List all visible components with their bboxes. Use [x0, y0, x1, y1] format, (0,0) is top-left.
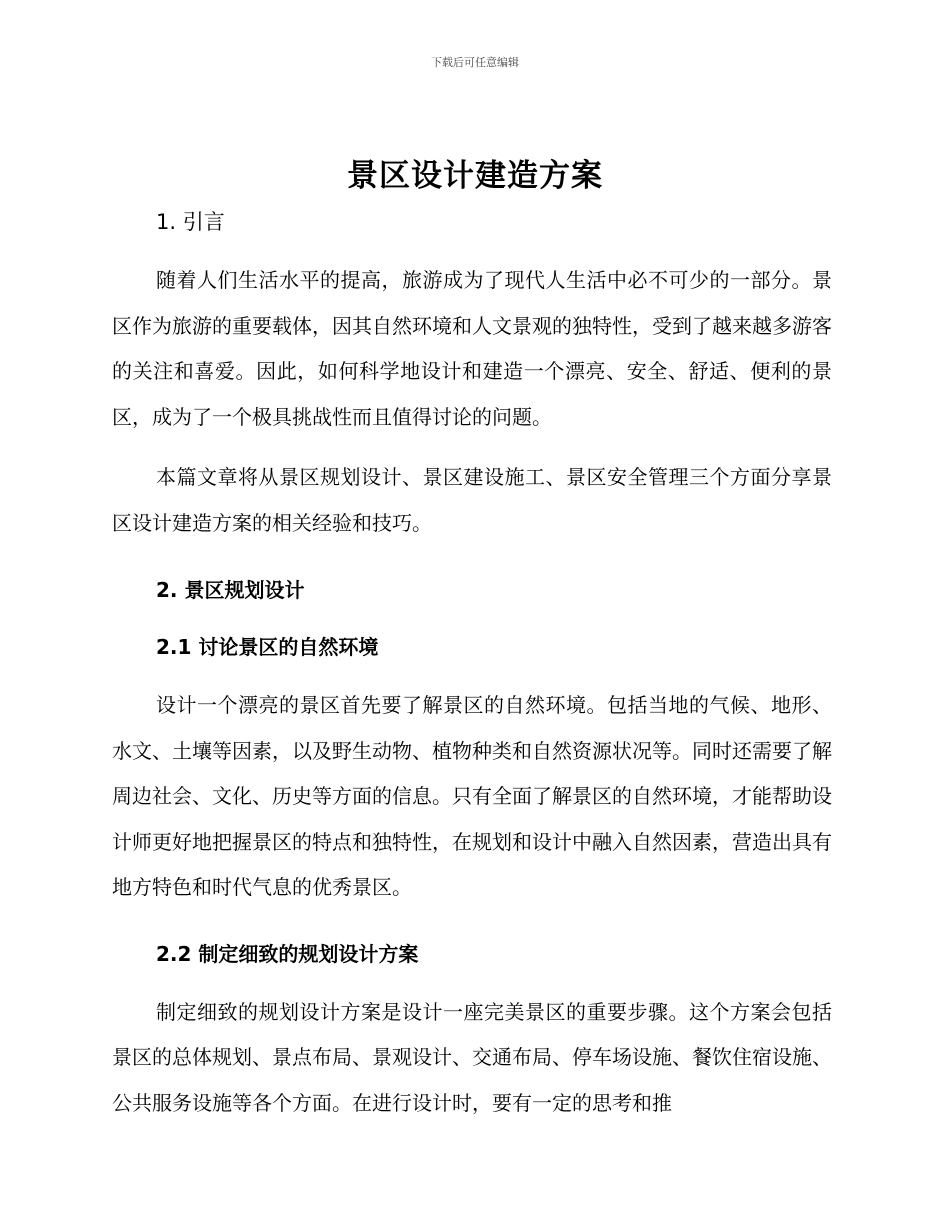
paragraph-intro-2: 本篇文章将从景区规划设计、景区建设施工、景区安全管理三个方面分享景区设计建造方案的相关经验和技巧。 [112, 465, 832, 535]
page-title: 景区设计建造方案 [347, 158, 603, 194]
subsection-heading-environment: 2.1 讨论景区的自然环境 [156, 635, 379, 659]
paragraph-environment: 设计一个漂亮的景区首先要了解景区的自然环境。包括当地的气候、地形、水文、土壤等因素，以及野生动物、植物种类和自然资源状况等。同时还需要了解周边社会、文化、历史等方面的信息。只有全面了解景区的自然环境，才能帮助设计师更好地把握景区的特点和独特性，在规划和设计中融入自然因素，营造出具有地方特色和时代气息的优秀景区。 [112, 693, 832, 899]
paragraph-plan: 制定细致的规划设计方案是设计一座完美景区的重要步骤。这个方案会包括景区的总体规划、景点布局、景观设计、交通布局、停车场设施、餐饮住宿设施、公共服务设施等各个方面。在进行设计时，要有一定的思考和推 [112, 999, 832, 1115]
subsection-heading-plan: 2.2 制定细致的规划设计方案 [156, 941, 419, 966]
paragraph-intro-1: 随着人们生活水平的提高，旅游成为了现代人生活中必不可少的一部分。景区作为旅游的重要载体，因其自然环境和人文景观的独特性，受到了越来越多游客的关注和喜爱。因此，如何科学地设计和建造一个漂亮、安全、舒适、便利的景区，成为了一个极具挑战性而且值得讨论的问题。 [112, 268, 832, 429]
section-heading-planning: 2. 景区规划设计 [156, 578, 305, 602]
document-body [112, 208, 832, 1126]
section-heading-intro: 1. 引言 [156, 210, 225, 234]
header-note: 下载后可任意编辑 [431, 56, 519, 69]
